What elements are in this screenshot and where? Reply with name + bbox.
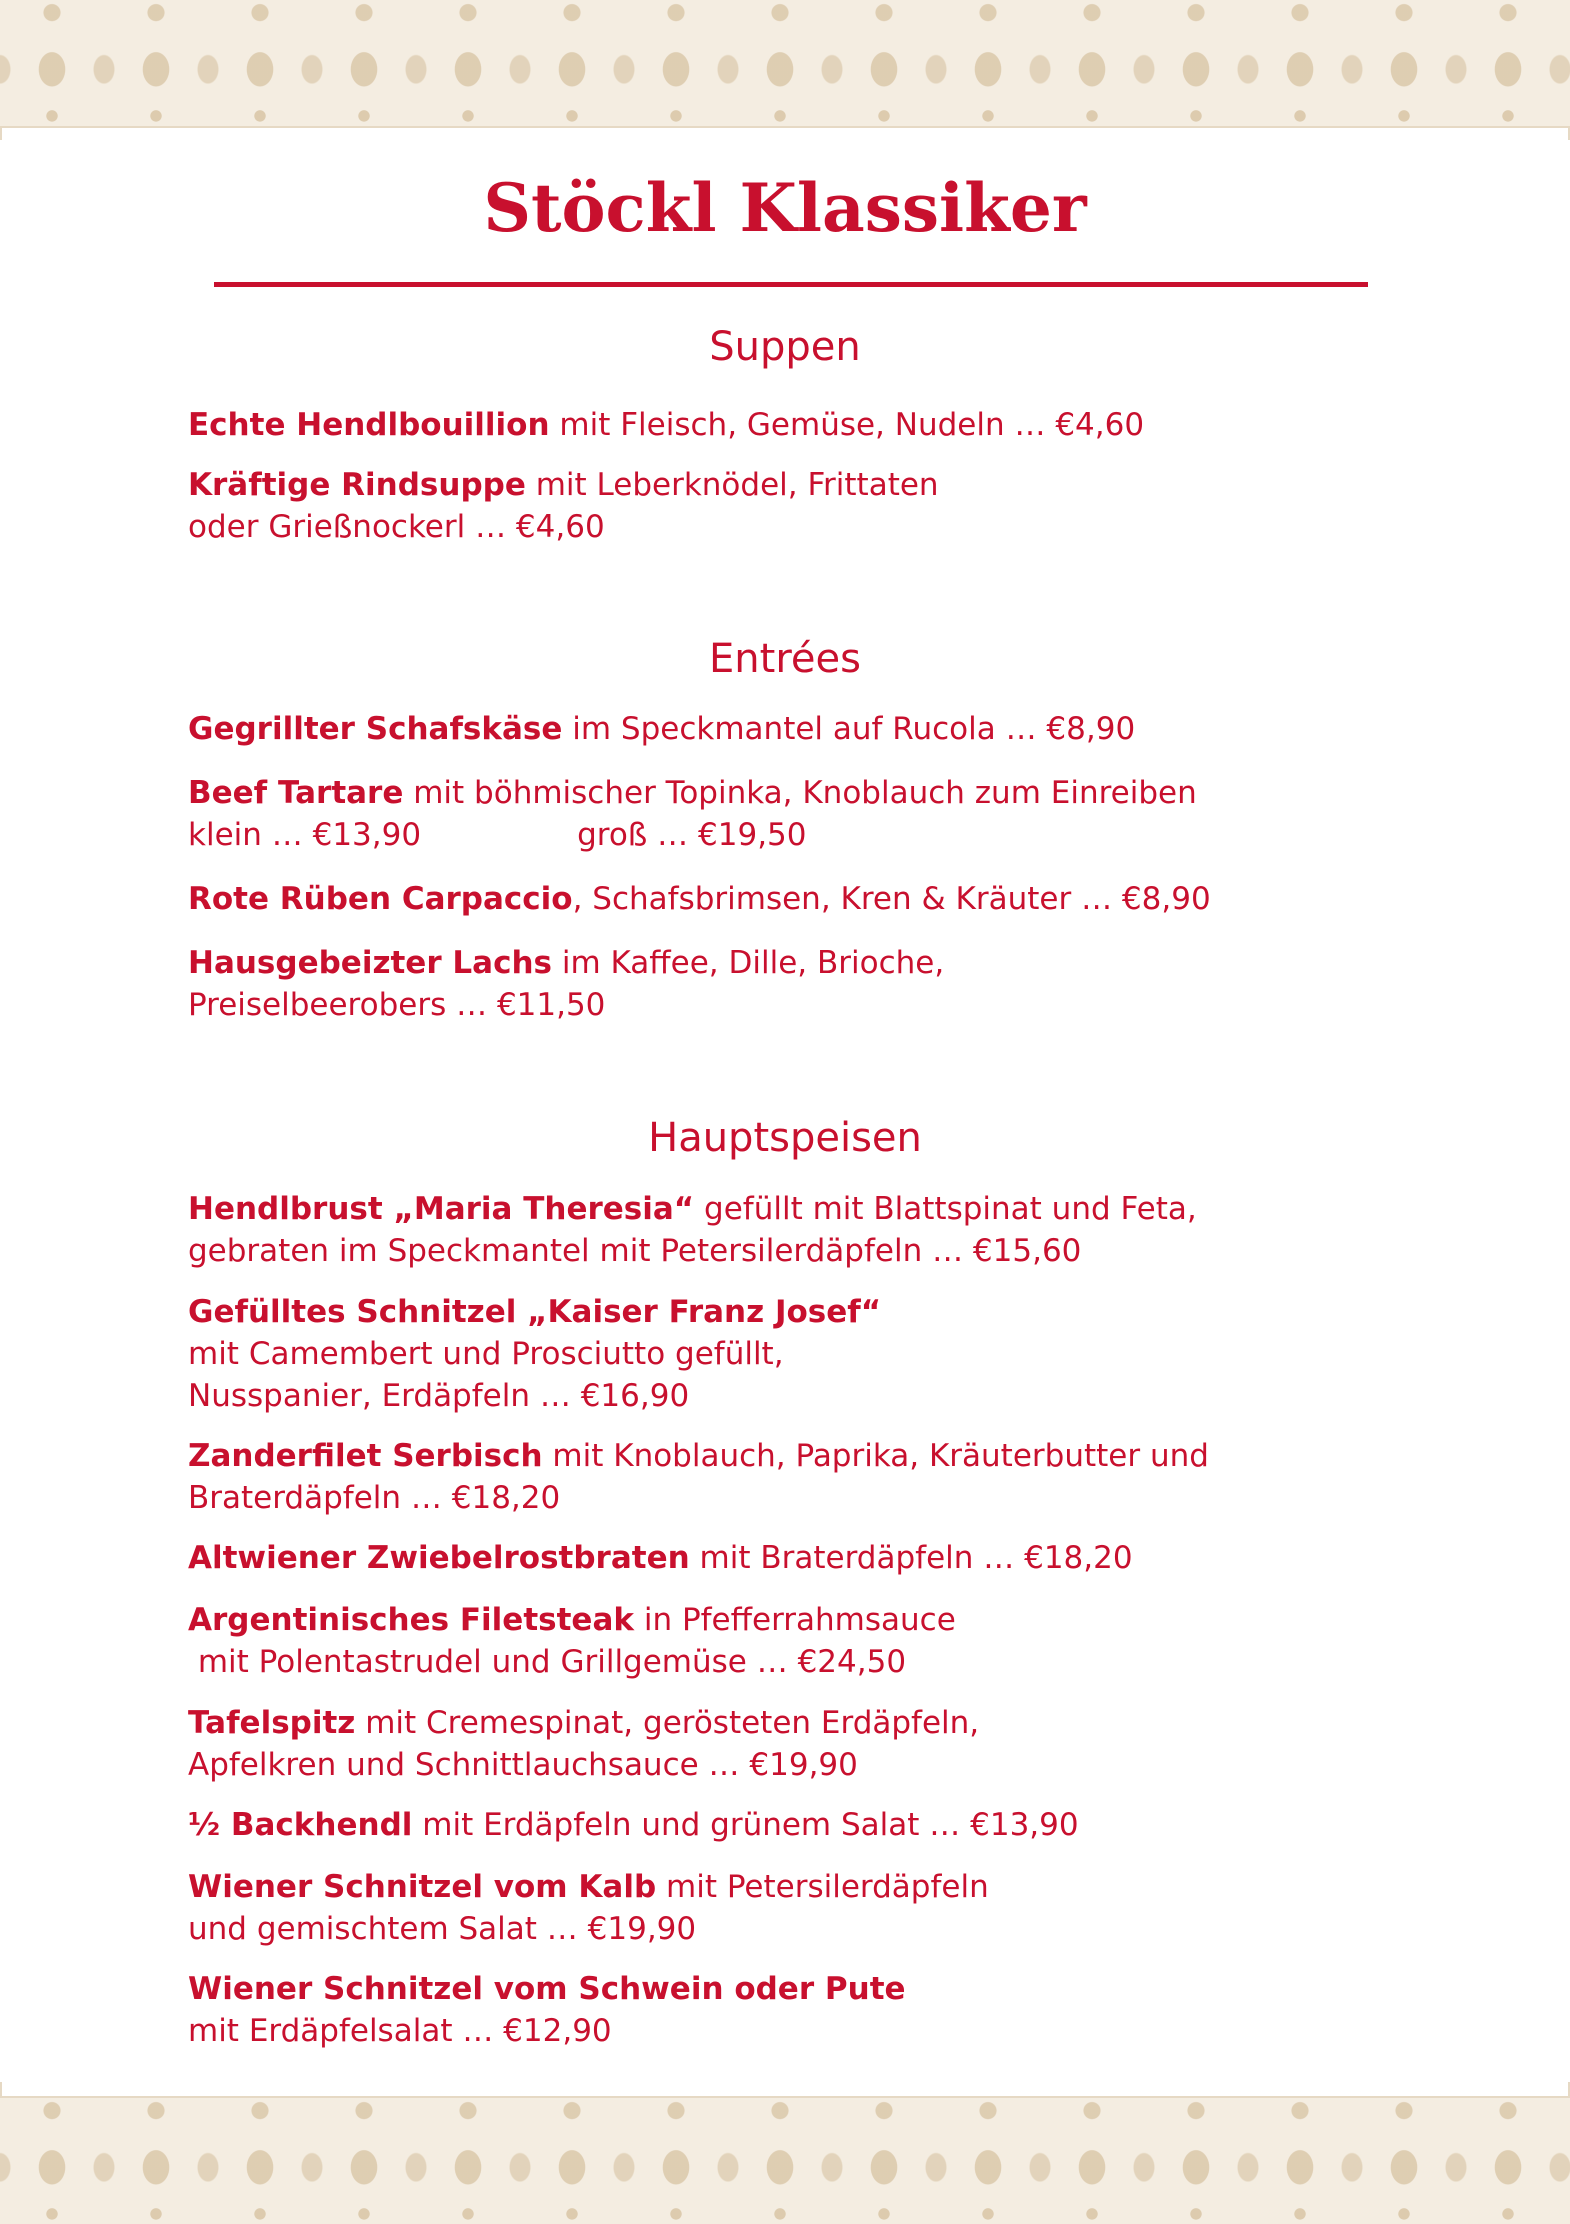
- item-description: , Schafsbrimsen, Kren & Kräuter … €8,90: [572, 881, 1211, 917]
- frame-line-left-bottom: [0, 2082, 2, 2096]
- item-description-line: gebraten im Speckmantel mit Petersilerdäpfeln … €15,60: [188, 1233, 1082, 1269]
- item-description-line: und gemischtem Salat … €19,90: [188, 1911, 697, 1947]
- item-name: Wiener Schnitzel vom Kalb: [188, 1869, 657, 1905]
- item-name: Altwiener Zwiebelrostbraten: [188, 1540, 690, 1576]
- item-name: Hendlbrust „Maria Theresia“: [188, 1191, 695, 1227]
- item-description-line: Nusspanier, Erdäpfeln … €16,90: [188, 1378, 690, 1414]
- menu-item: [188, 1188, 1388, 1272]
- item-description: im Speckmantel auf Rucola … €8,90: [562, 711, 1136, 747]
- menu-item: [188, 404, 1388, 446]
- section-heading-suppen: Suppen: [709, 324, 861, 370]
- item-description-line: Apfelkren und Schnittlauchsauce … €19,90: [188, 1747, 858, 1783]
- price-large: groß … €19,50: [577, 817, 807, 853]
- item-name: Zanderfilet Serbisch: [188, 1438, 543, 1474]
- item-description: in Pfefferrahmsauce: [633, 1602, 956, 1638]
- menu-item: [188, 1435, 1388, 1519]
- decorative-border-bottom: [0, 2096, 1570, 2224]
- price-small: klein … €13,90: [188, 817, 422, 853]
- item-description: mit Petersilerdäpfeln: [656, 1869, 989, 1905]
- item-name: Gegrillter Schafskäse: [188, 711, 563, 747]
- item-name: Kräftige Rindsuppe: [188, 467, 526, 503]
- item-description: gefüllt mit Blattspinat und Feta,: [694, 1191, 1197, 1227]
- menu-item: [188, 878, 1388, 920]
- menu-item: [188, 1968, 1388, 2052]
- menu-item: [188, 1702, 1388, 1786]
- section-heading-hauptspeisen: Hauptspeisen: [648, 1115, 922, 1161]
- item-description: mit Cremespinat, gerösteten Erdäpfeln,: [355, 1705, 980, 1741]
- item-description: mit Fleisch, Gemüse, Nudeln … €4,60: [549, 407, 1145, 443]
- menu-item: [188, 1537, 1388, 1579]
- item-description: mit Knoblauch, Paprika, Kräuterbutter und: [542, 1438, 1209, 1474]
- item-name: Tafelspitz: [188, 1705, 356, 1741]
- item-description: mit Leberknödel, Frittaten: [525, 467, 939, 503]
- menu-title: Stöckl Klassiker: [483, 169, 1087, 247]
- item-description-line: oder Grießnockerl … €4,60: [188, 509, 605, 545]
- menu-item: [188, 464, 1388, 548]
- section-heading-entrees: Entrées: [709, 636, 861, 682]
- item-name: Rote Rüben Carpaccio: [188, 881, 573, 917]
- item-description-line: mit Polentastrudel und Grillgemüse … €24,50: [188, 1644, 907, 1680]
- item-description-line: mit Camembert und Prosciutto gefüllt,: [188, 1336, 784, 1372]
- menu-item: [188, 1599, 1388, 1683]
- item-description: im Kaffee, Dille, Brioche,: [551, 945, 945, 981]
- item-name: Hausgebeizter Lachs: [188, 945, 552, 981]
- menu-item: [188, 942, 1388, 1026]
- title-underline: [214, 282, 1368, 287]
- item-description: mit Braterdäpfeln … €18,20: [689, 1540, 1133, 1576]
- item-name: ½ Backhendl: [188, 1807, 413, 1843]
- item-name: Wiener Schnitzel vom Schwein oder Pute: [188, 1971, 906, 2007]
- menu-item: [188, 1291, 1388, 1417]
- decorative-border-top: [0, 0, 1570, 128]
- item-description-line: Preiselbeerobers … €11,50: [188, 987, 606, 1023]
- item-description-line: mit Erdäpfelsalat … €12,90: [188, 2013, 612, 2049]
- item-name: Echte Hendlbouillion: [188, 407, 550, 443]
- item-name: Gefülltes Schnitzel „Kaiser Franz Josef“: [188, 1294, 882, 1330]
- menu-item: [188, 1804, 1388, 1846]
- frame-line-left-top: [0, 126, 2, 140]
- item-name: Beef Tartare: [188, 775, 404, 811]
- menu-item: [188, 1866, 1388, 1950]
- item-description-line: Braterdäpfeln … €18,20: [188, 1480, 561, 1516]
- item-description: mit Erdäpfeln und grünem Salat … €13,90: [412, 1807, 1079, 1843]
- menu-item: [188, 772, 1388, 856]
- item-name: Argentinisches Filetsteak: [188, 1602, 634, 1638]
- item-description: mit böhmischer Topinka, Knoblauch zum Einreiben: [403, 775, 1197, 811]
- menu-item: [188, 708, 1388, 750]
